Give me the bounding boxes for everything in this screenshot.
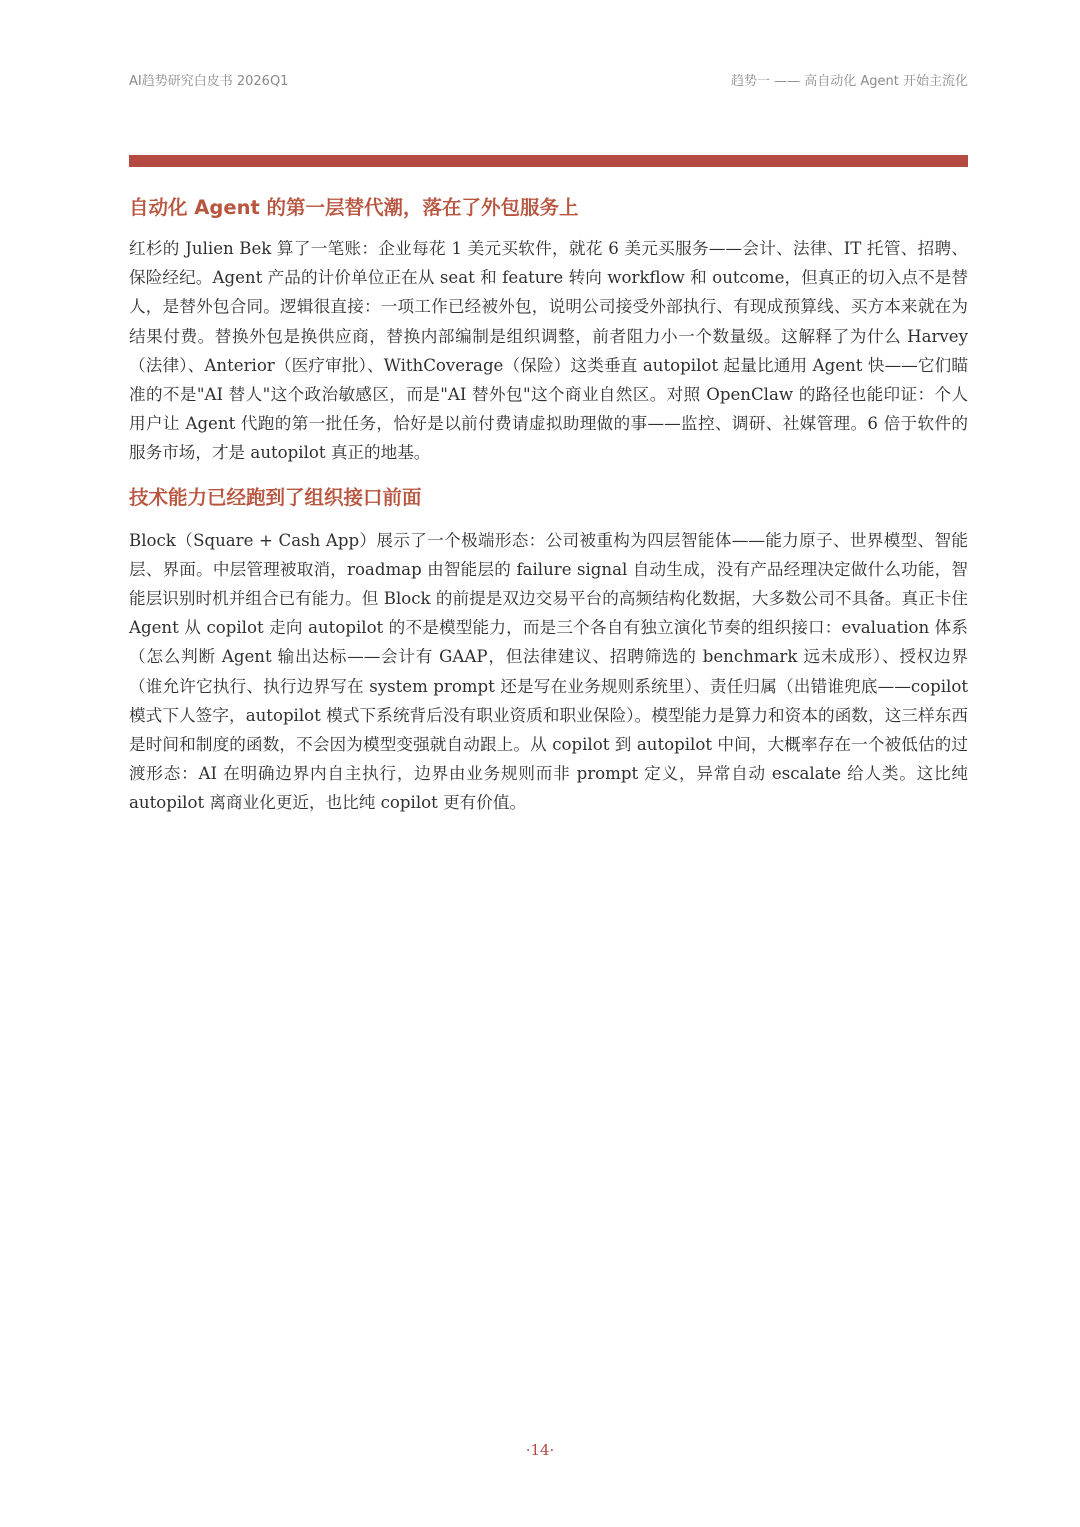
accent-divider (129, 155, 968, 167)
chapter-title: 趋势一 —— 高自动化 Agent 开始主流化 (730, 74, 968, 89)
document-title: AI趋势研究白皮书 2026Q1 (129, 74, 289, 89)
body-paragraph: Block（Square + Cash App）展示了一个极端形态：公司被重构为四层智能体——能力原子、世界模型、智能层、界面。中层管理被取消，roadmap 由智能层的 failure signal 自动生成，没有产品经理决定做什么功能，智能层识别时机并组合已有能力。但 Block 的前提是双边交易平台的高频结构化数据，大多数公司不具备。真正卡住 Agent 从 copilot 走向 autopilot 的不是模型能力，而是三个各自有独立演化节奏的组织接口：evaluation 体系（怎么判断 Agent 输出达标——会计有 GAAP，但法律建议、招聘筛选的 benchmark 远未成形）、授权边界（谁允许它执行、执行边界写在 system prompt 还是写在业务规则系统里）、责任归属（出错谁兜底——copilot 模式下人签字，autopilot 模式下系统背后没有职业资质和职业保险）。模型能力是算力和资本的函数，这三样东西是时间和制度的函数，不会因为模型变强就自动跟上。从 copilot 到 autopilot 中间，大概率存在一个被低估的过渡形态：AI 在明确边界内自主执行，边界由业务规则而非 prompt 定义，异常自动 escalate 给人类。这比纯 autopilot 离商业化更近，也比纯 copilot 更有价值。 (129, 530, 968, 813)
section-heading: 自动化 Agent 的第一层替代潮，落在了外包服务上 (129, 196, 579, 219)
body-paragraph: 红杉的 Julien Bek 算了一笔账：企业每花 1 美元买软件，就花 6 美元买服务——会计、法律、IT 托管、招聘、保险经纪。Agent 产品的计价单位正在从 seat 和 feature 转向 workflow 和 outcome，但真正的切入点不是替人，是替外包合同。逻辑很直接：一项工作已经被外包，说明公司接受外部执行、有现成预算线、买方本来就在为结果付费。替换外包是换供应商，替换内部编制是组织调整，前者阻力小一个数量级。这解释了为什么 Harvey（法律）、Anterior（医疗审批）、WithCoverage（保险）这类垂直 autopilot 起量比通用 Agent 快——它们瞄准的不是"AI 替人"这个政治敏感区，而是"AI 替外包"这个商业自然区。对照 OpenClaw 的路径也能印证：个人用户让 Agent 代跑的第一批任务，恰好是以前付费请虚拟助理做的事——监控、调研、社媒管理。6 倍于软件的服务市场，才是 autopilot 真正的地基。 (129, 239, 968, 463)
main-content (129, 192, 968, 818)
page-header (129, 68, 968, 90)
section-heading: 技术能力已经跑到了组织接口前面 (129, 485, 422, 509)
page-number: ·14· (525, 1441, 555, 1459)
